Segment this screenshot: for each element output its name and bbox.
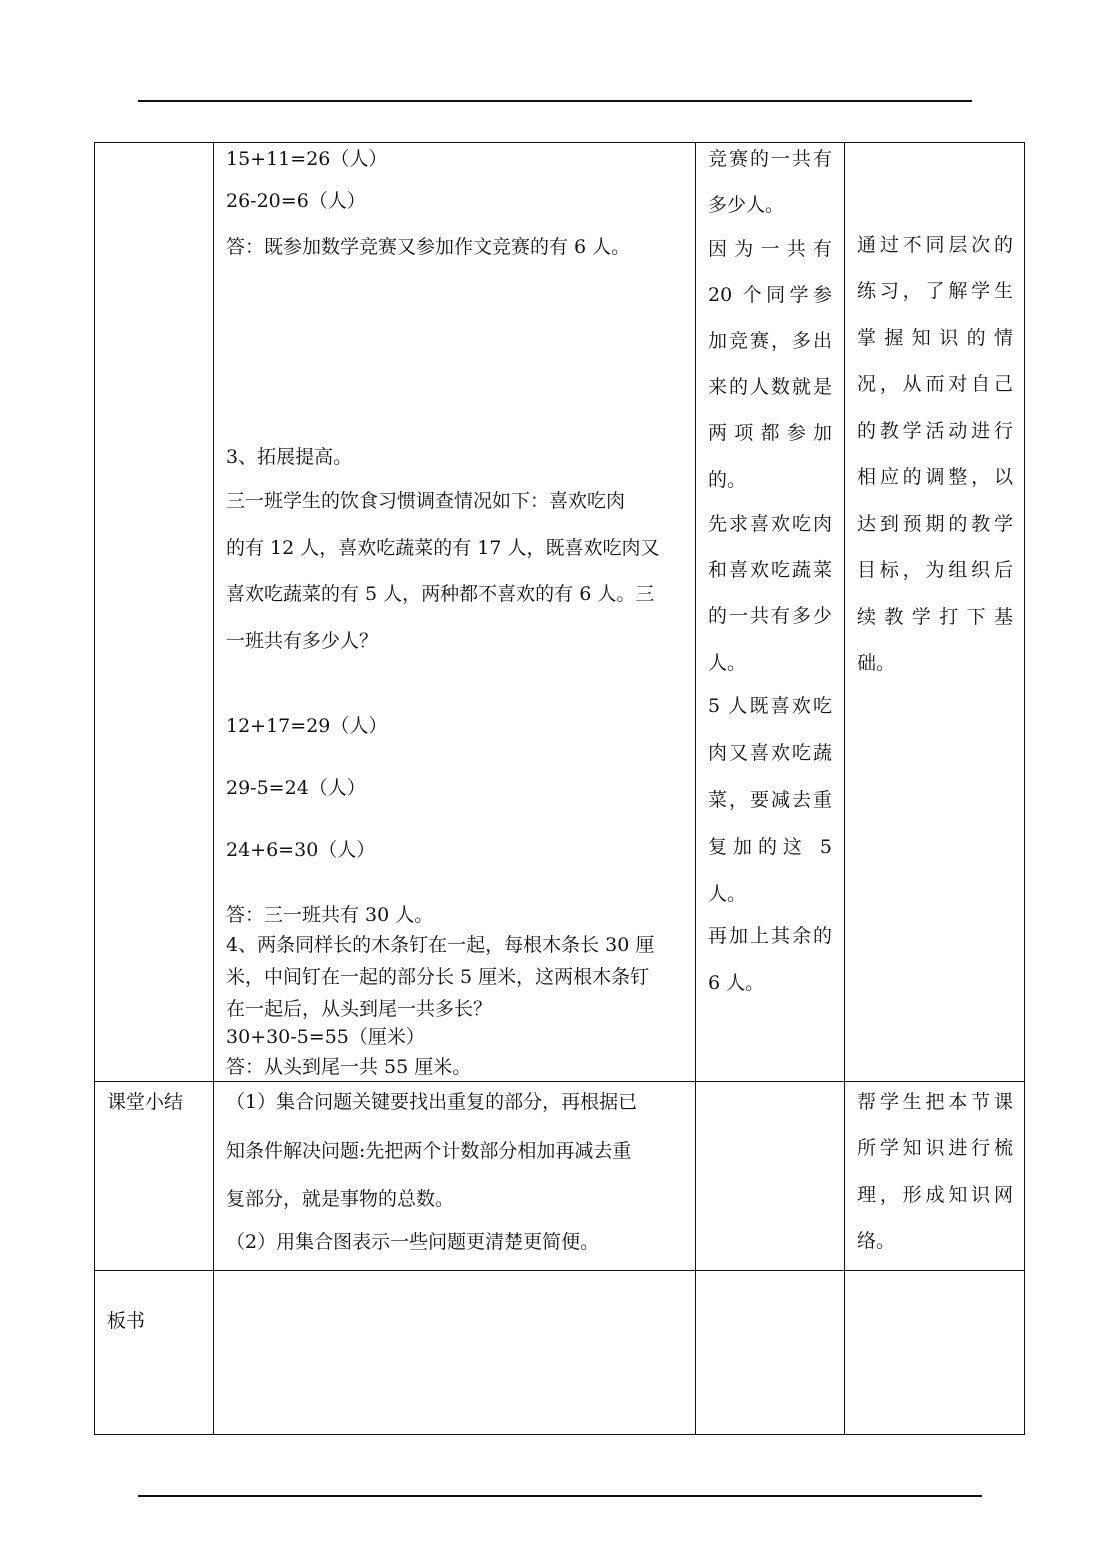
summary-notes-cell — [696, 1082, 845, 1271]
intent-line-4: 况，从而对自己 — [857, 373, 1013, 395]
summary-line-4: （2）用集合图表示一些问题更清楚更简便。 — [226, 1231, 600, 1253]
table-row-board — [95, 1271, 1025, 1435]
table-row-summary — [95, 1082, 1025, 1271]
intent-line-1: 通过不同层次的 — [857, 234, 1013, 256]
row-label-cell — [95, 1271, 214, 1435]
table-row-practice — [95, 143, 1025, 1082]
problem4-line-3: 在一起后，从头到尾一共多长？ — [226, 998, 493, 1020]
note-line-5: 加竞赛，多出 — [708, 330, 832, 352]
board-notes-cell — [696, 1271, 845, 1435]
extend-step-2: 29-5=24（人） — [226, 777, 366, 799]
lesson-plan-table — [94, 142, 1025, 1435]
note-line-11: 的一共有多少 — [708, 605, 832, 627]
summary-intent-line-4: 络。 — [857, 1230, 896, 1252]
summary-content-cell — [214, 1082, 696, 1271]
extend-problem-line-2: 的有 12 人，喜欢吃蔬菜的有 17 人，既喜欢吃肉又 — [226, 537, 660, 559]
note-line-6: 来的人数就是 — [708, 376, 832, 398]
note-line-7: 两项都参加 — [708, 422, 832, 444]
extend-problem-line-3: 喜欢吃蔬菜的有 5 人，两种都不喜欢的有 6 人。三 — [226, 583, 655, 605]
row-label-cell — [95, 1082, 214, 1271]
summary-label: 课堂小结 — [107, 1091, 184, 1113]
note-line-13: 5 人既喜欢吃 — [708, 695, 832, 717]
note-line-19: 6 人。 — [708, 972, 765, 994]
problem4-line-1: 4、两条同样长的木条钉在一起，每根木条长 30 厘 — [226, 934, 655, 956]
intent-line-7: 达到预期的教学 — [857, 513, 1013, 535]
intent-cell — [845, 143, 1025, 1082]
note-line-14: 肉又喜欢吃蔬 — [708, 742, 832, 764]
summary-intent-cell — [845, 1082, 1025, 1271]
calc-line-1: 15+11=26（人） — [226, 148, 388, 170]
note-line-15: 菜，要减去重 — [708, 789, 832, 811]
notes-cell — [696, 143, 845, 1082]
intent-line-3: 掌握知识的情 — [857, 327, 1013, 349]
extend-problem-line-1: 三一班学生的饮食习惯调查情况如下：喜欢吃肉 — [226, 490, 626, 512]
summary-intent-line-3: 理，形成知识网 — [857, 1184, 1013, 1206]
header-rule — [138, 100, 972, 102]
extend-heading: 3、拓展提高。 — [226, 446, 353, 468]
note-line-4: 20 个同学参 — [708, 284, 832, 306]
summary-intent-line-1: 帮学生把本节课 — [857, 1091, 1013, 1113]
note-line-12: 人。 — [708, 652, 747, 674]
note-line-16: 复加的这 5 — [708, 836, 832, 858]
extend-step-3: 24+6=30（人） — [226, 839, 376, 861]
summary-intent-line-2: 所学知识进行梳 — [857, 1137, 1013, 1159]
note-line-17: 人。 — [708, 883, 747, 905]
note-line-10: 和喜欢吃蔬菜 — [708, 559, 832, 581]
intent-line-2: 练习，了解学生 — [857, 280, 1013, 302]
calc-answer: 答：既参加数学竞赛又参加作文竞赛的有 6 人。 — [226, 236, 631, 258]
problem4-answer: 答：从头到尾一共 55 厘米。 — [226, 1056, 472, 1078]
board-label: 板书 — [107, 1310, 146, 1332]
content-cell — [214, 143, 696, 1082]
row-label-cell — [95, 143, 214, 1082]
problem4-line-2: 米，中间钉在一起的部分长 5 厘米，这两根木条钉 — [226, 966, 650, 988]
board-content-cell — [214, 1271, 696, 1435]
board-intent-cell — [845, 1271, 1025, 1435]
summary-line-2: 知条件解决问题:先把两个计数部分相加再减去重 — [226, 1140, 632, 1162]
calc-line-2: 26-20=6（人） — [226, 190, 366, 212]
note-line-2: 多少人。 — [708, 194, 785, 216]
problem4-calc: 30+30-5=55（厘米） — [226, 1026, 425, 1048]
intent-line-9: 续教学打下基 — [857, 606, 1013, 628]
note-line-8: 的。 — [708, 469, 747, 491]
summary-line-3: 复部分，就是事物的总数。 — [226, 1188, 455, 1210]
extend-problem-line-4: 一班共有多少人？ — [226, 630, 379, 652]
footer-rule — [138, 1495, 982, 1497]
extend-step-1: 12+17=29（人） — [226, 715, 388, 737]
intent-line-8: 目标，为组织后 — [857, 559, 1013, 581]
intent-line-6: 相应的调整，以 — [857, 466, 1013, 488]
summary-line-1: （1）集合问题关键要找出重复的部分，再根据已 — [226, 1091, 638, 1113]
note-line-9: 先求喜欢吃肉 — [708, 513, 832, 535]
intent-line-5: 的教学活动进行 — [857, 420, 1013, 442]
extend-answer: 答：三一班共有 30 人。 — [226, 904, 434, 926]
intent-line-10: 础。 — [857, 652, 896, 674]
note-line-1: 竞赛的一共有 — [708, 148, 832, 170]
note-line-18: 再加上其余的 — [708, 925, 832, 947]
note-line-3: 因为一共有 — [708, 238, 832, 260]
